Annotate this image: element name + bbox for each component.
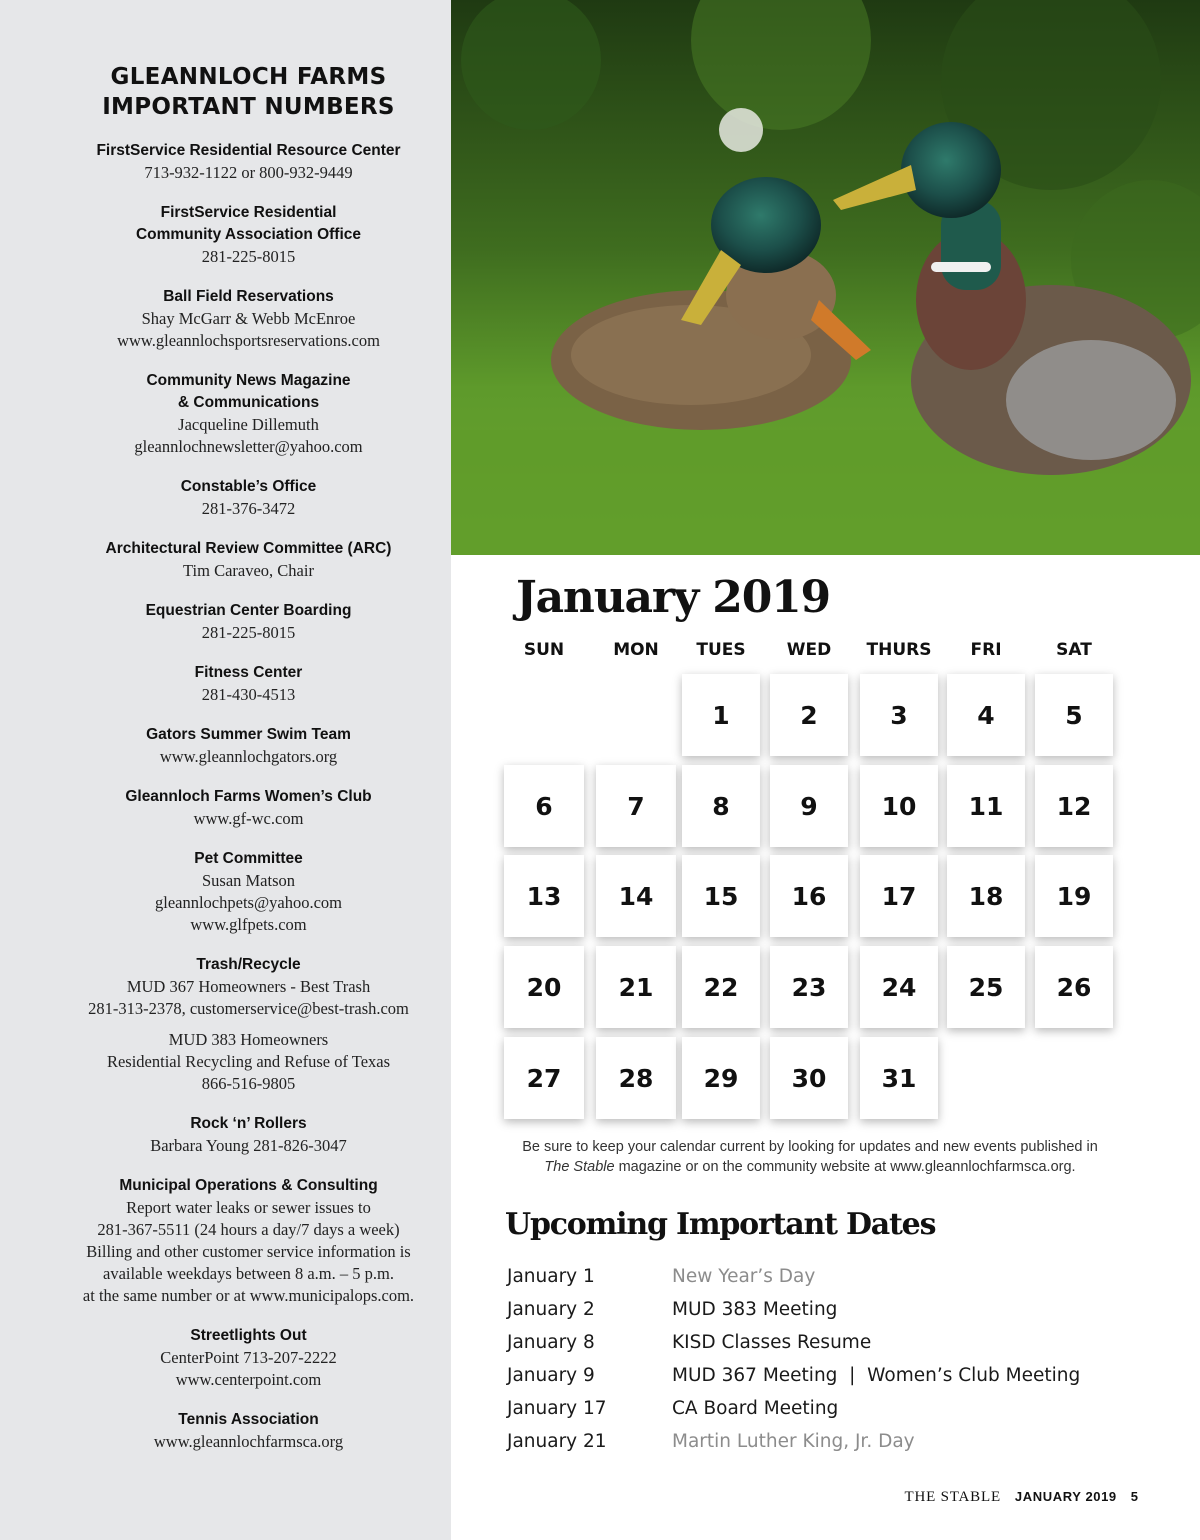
contact-entry [0, 202, 497, 268]
page-footer [905, 1489, 1138, 1506]
contact-entry [0, 1325, 497, 1391]
calendar-day[interactable]: 8 [682, 765, 760, 847]
upcoming-event: CA Board Meeting [672, 1398, 839, 1419]
contact-detail: MUD 367 Homeowners - Best Trash [126, 977, 371, 996]
weekday-header: TUES [696, 640, 746, 660]
upcoming-date: January 17 [507, 1398, 607, 1419]
upcoming-date-row [507, 1431, 1147, 1464]
contact-heading: Gators Summer Swim Team [146, 726, 351, 743]
contact-entry [0, 1409, 497, 1453]
contact-detail: at the same number or at www.municipalops.com. [82, 1286, 415, 1305]
contact-list [0, 140, 497, 1471]
weekday-header: FRI [970, 640, 1002, 660]
contact-entry [0, 724, 497, 768]
contact-entry [0, 848, 497, 936]
contact-heading: FirstService Residential Resource Center [96, 142, 401, 159]
contact-heading: Architectural Review Committee (ARC) [105, 540, 392, 557]
contact-entry [0, 476, 497, 520]
upcoming-date: January 9 [507, 1365, 595, 1386]
calendar-day[interactable]: 13 [504, 855, 584, 937]
contact-detail: Tim Caraveo, Chair [183, 561, 314, 580]
contact-heading: Pet Committee [194, 850, 303, 867]
contact-heading: Community Association Office [135, 226, 362, 243]
upcoming-event: MUD 383 Meeting [672, 1299, 838, 1320]
sidebar-title-line2: IMPORTANT NUMBERS [102, 94, 395, 120]
contact-entry [0, 140, 497, 184]
contact-entry [0, 662, 497, 706]
contact-detail: Jacqueline Dillemuth [178, 415, 319, 434]
contact-heading: Ball Field Reservations [163, 288, 334, 305]
upcoming-event: MUD 367 Meeting | Women’s Club Meeting [672, 1365, 1081, 1386]
upcoming-date-row [507, 1365, 1147, 1398]
calendar-day[interactable]: 14 [596, 855, 676, 937]
upcoming-event: Martin Luther King, Jr. Day [672, 1431, 915, 1452]
contact-heading: Rock ‘n’ Rollers [190, 1115, 307, 1132]
calendar-day[interactable]: 16 [770, 855, 848, 937]
contact-detail: www.gleannlochsportsreservations.com [117, 331, 380, 350]
contact-entry [0, 1113, 497, 1157]
calendar-day[interactable]: 10 [860, 765, 938, 847]
contact-heading: Community News Magazine [146, 372, 351, 389]
contact-detail: 281-313-2378, customerservice@best-trash.com [88, 999, 409, 1018]
issue-date: JANUARY 2019 [1014, 1489, 1117, 1504]
calendar-day[interactable]: 22 [682, 946, 760, 1028]
upcoming-date-row [507, 1299, 1147, 1332]
calendar-day[interactable]: 28 [596, 1037, 676, 1119]
contact-detail: Susan Matson [201, 871, 296, 890]
upcoming-date: January 2 [507, 1299, 595, 1320]
upcoming-event: New Year’s Day [672, 1266, 816, 1287]
upcoming-date-row [507, 1266, 1147, 1299]
calendar-day[interactable]: 1 [682, 674, 760, 756]
calendar-day[interactable]: 23 [770, 946, 848, 1028]
contact-heading: Tennis Association [178, 1411, 319, 1428]
calendar-day[interactable]: 25 [947, 946, 1025, 1028]
contact-heading: Trash/Recycle [196, 956, 301, 973]
calendar-day[interactable]: 29 [682, 1037, 760, 1119]
contact-detail: CenterPoint 713-207-2222 [160, 1348, 337, 1367]
contact-heading: Gleannloch Farms Women’s Club [125, 788, 372, 805]
calendar-day[interactable]: 19 [1035, 855, 1113, 937]
upcoming-date: January 8 [507, 1332, 595, 1353]
contact-detail: 281-430-4513 [201, 685, 296, 704]
contact-detail: www.glfpets.com [190, 915, 307, 934]
publication-name: THE STABLE [904, 1489, 1001, 1505]
contact-detail: www.gleannlochgators.org [159, 747, 338, 766]
calendar-day[interactable]: 7 [596, 765, 676, 847]
weekday-header: SAT [1056, 640, 1092, 660]
contact-detail: 866-516-9805 [201, 1074, 296, 1093]
calendar-day[interactable]: 9 [770, 765, 848, 847]
weekday-header: THURS [866, 640, 932, 660]
contact-heading: Fitness Center [194, 664, 303, 681]
contact-detail: gleannlochnewsletter@yahoo.com [134, 437, 363, 456]
contact-detail: available weekdays between 8 a.m. – 5 p.m. [103, 1264, 394, 1283]
sidebar-title [0, 62, 497, 122]
calendar-day[interactable]: 18 [947, 855, 1025, 937]
calendar-note [500, 1137, 1120, 1177]
contact-entry [0, 786, 497, 830]
mallard-ducks-photo [451, 0, 1200, 555]
contact-heading: Constable’s Office [180, 478, 317, 495]
calendar-day[interactable]: 3 [860, 674, 938, 756]
calendar-day[interactable]: 30 [770, 1037, 848, 1119]
calendar-month-title: January 2019 [516, 572, 830, 623]
contact-detail: 281-225-8015 [201, 623, 296, 642]
contact-detail: gleannlochpets@yahoo.com [154, 893, 343, 912]
calendar-day[interactable]: 4 [947, 674, 1025, 756]
calendar-note-line1: Be sure to keep your calendar current by looking for updates and new events published in [522, 1139, 1098, 1155]
calendar-day[interactable]: 26 [1035, 946, 1113, 1028]
contact-detail: www.gleannlochfarmsca.org [153, 1432, 344, 1451]
contact-detail: www.centerpoint.com [175, 1370, 322, 1389]
contact-detail: MUD 383 Homeowners [168, 1030, 329, 1049]
upcoming-dates-title: Upcoming Important Dates [505, 1207, 936, 1242]
weekday-header: SUN [523, 640, 565, 660]
contact-detail: Barbara Young 281-826-3047 [150, 1136, 347, 1155]
calendar-day[interactable]: 21 [596, 946, 676, 1028]
calendar-day[interactable]: 31 [860, 1037, 938, 1119]
calendar-day[interactable]: 20 [504, 946, 584, 1028]
contact-entry [0, 1175, 497, 1307]
contact-heading: & Communications [177, 394, 320, 411]
contact-heading: Streetlights Out [190, 1327, 307, 1344]
contact-detail: www.gf-wc.com [193, 809, 304, 828]
contact-detail: Shay McGarr & Webb McEnroe [141, 309, 356, 328]
calendar-day[interactable]: 5 [1035, 674, 1113, 756]
contact-entry [0, 954, 497, 1095]
contact-heading: Equestrian Center Boarding [145, 602, 352, 619]
contact-detail: Residential Recycling and Refuse of Texas [106, 1052, 391, 1071]
calendar-day[interactable]: 11 [947, 765, 1025, 847]
contact-entry [0, 600, 497, 644]
sidebar-title-line1: GLEANNLOCH FARMS [110, 64, 387, 90]
weekday-header: MON [613, 640, 659, 660]
upcoming-date: January 1 [507, 1266, 595, 1287]
contact-entry [0, 370, 497, 458]
contact-detail: 281-376-3472 [201, 499, 296, 518]
contact-entry [0, 538, 497, 582]
magazine-name: The Stable [544, 1159, 615, 1175]
contact-entry [0, 286, 497, 352]
calendar-note-line2: magazine or on the community website at www.gleannlochfarmsca.org. [614, 1159, 1076, 1175]
calendar-day[interactable]: 15 [682, 855, 760, 937]
page-number: 5 [1130, 1489, 1138, 1504]
upcoming-date-row [507, 1398, 1147, 1431]
contact-detail: Report water leaks or sewer issues to [126, 1198, 371, 1217]
calendar-day[interactable]: 17 [860, 855, 938, 937]
upcoming-date-row [507, 1332, 1147, 1365]
weekday-header: WED [786, 640, 832, 660]
calendar-day[interactable]: 12 [1035, 765, 1113, 847]
contact-heading: FirstService Residential [160, 204, 337, 221]
contact-detail: Billing and other customer service information is [86, 1242, 411, 1261]
calendar-day[interactable]: 24 [860, 946, 938, 1028]
upcoming-date: January 21 [507, 1431, 607, 1452]
upcoming-event: KISD Classes Resume [672, 1332, 872, 1353]
contact-detail: 281-225-8015 [201, 247, 296, 266]
calendar-day[interactable]: 27 [504, 1037, 584, 1119]
contact-detail: 713-932-1122 or 800-932-9449 [144, 163, 353, 182]
contact-detail: 281-367-5511 (24 hours a day/7 days a week) [97, 1220, 400, 1239]
contact-heading: Municipal Operations & Consulting [119, 1177, 378, 1194]
calendar-day[interactable]: 6 [504, 765, 584, 847]
calendar-day[interactable]: 2 [770, 674, 848, 756]
